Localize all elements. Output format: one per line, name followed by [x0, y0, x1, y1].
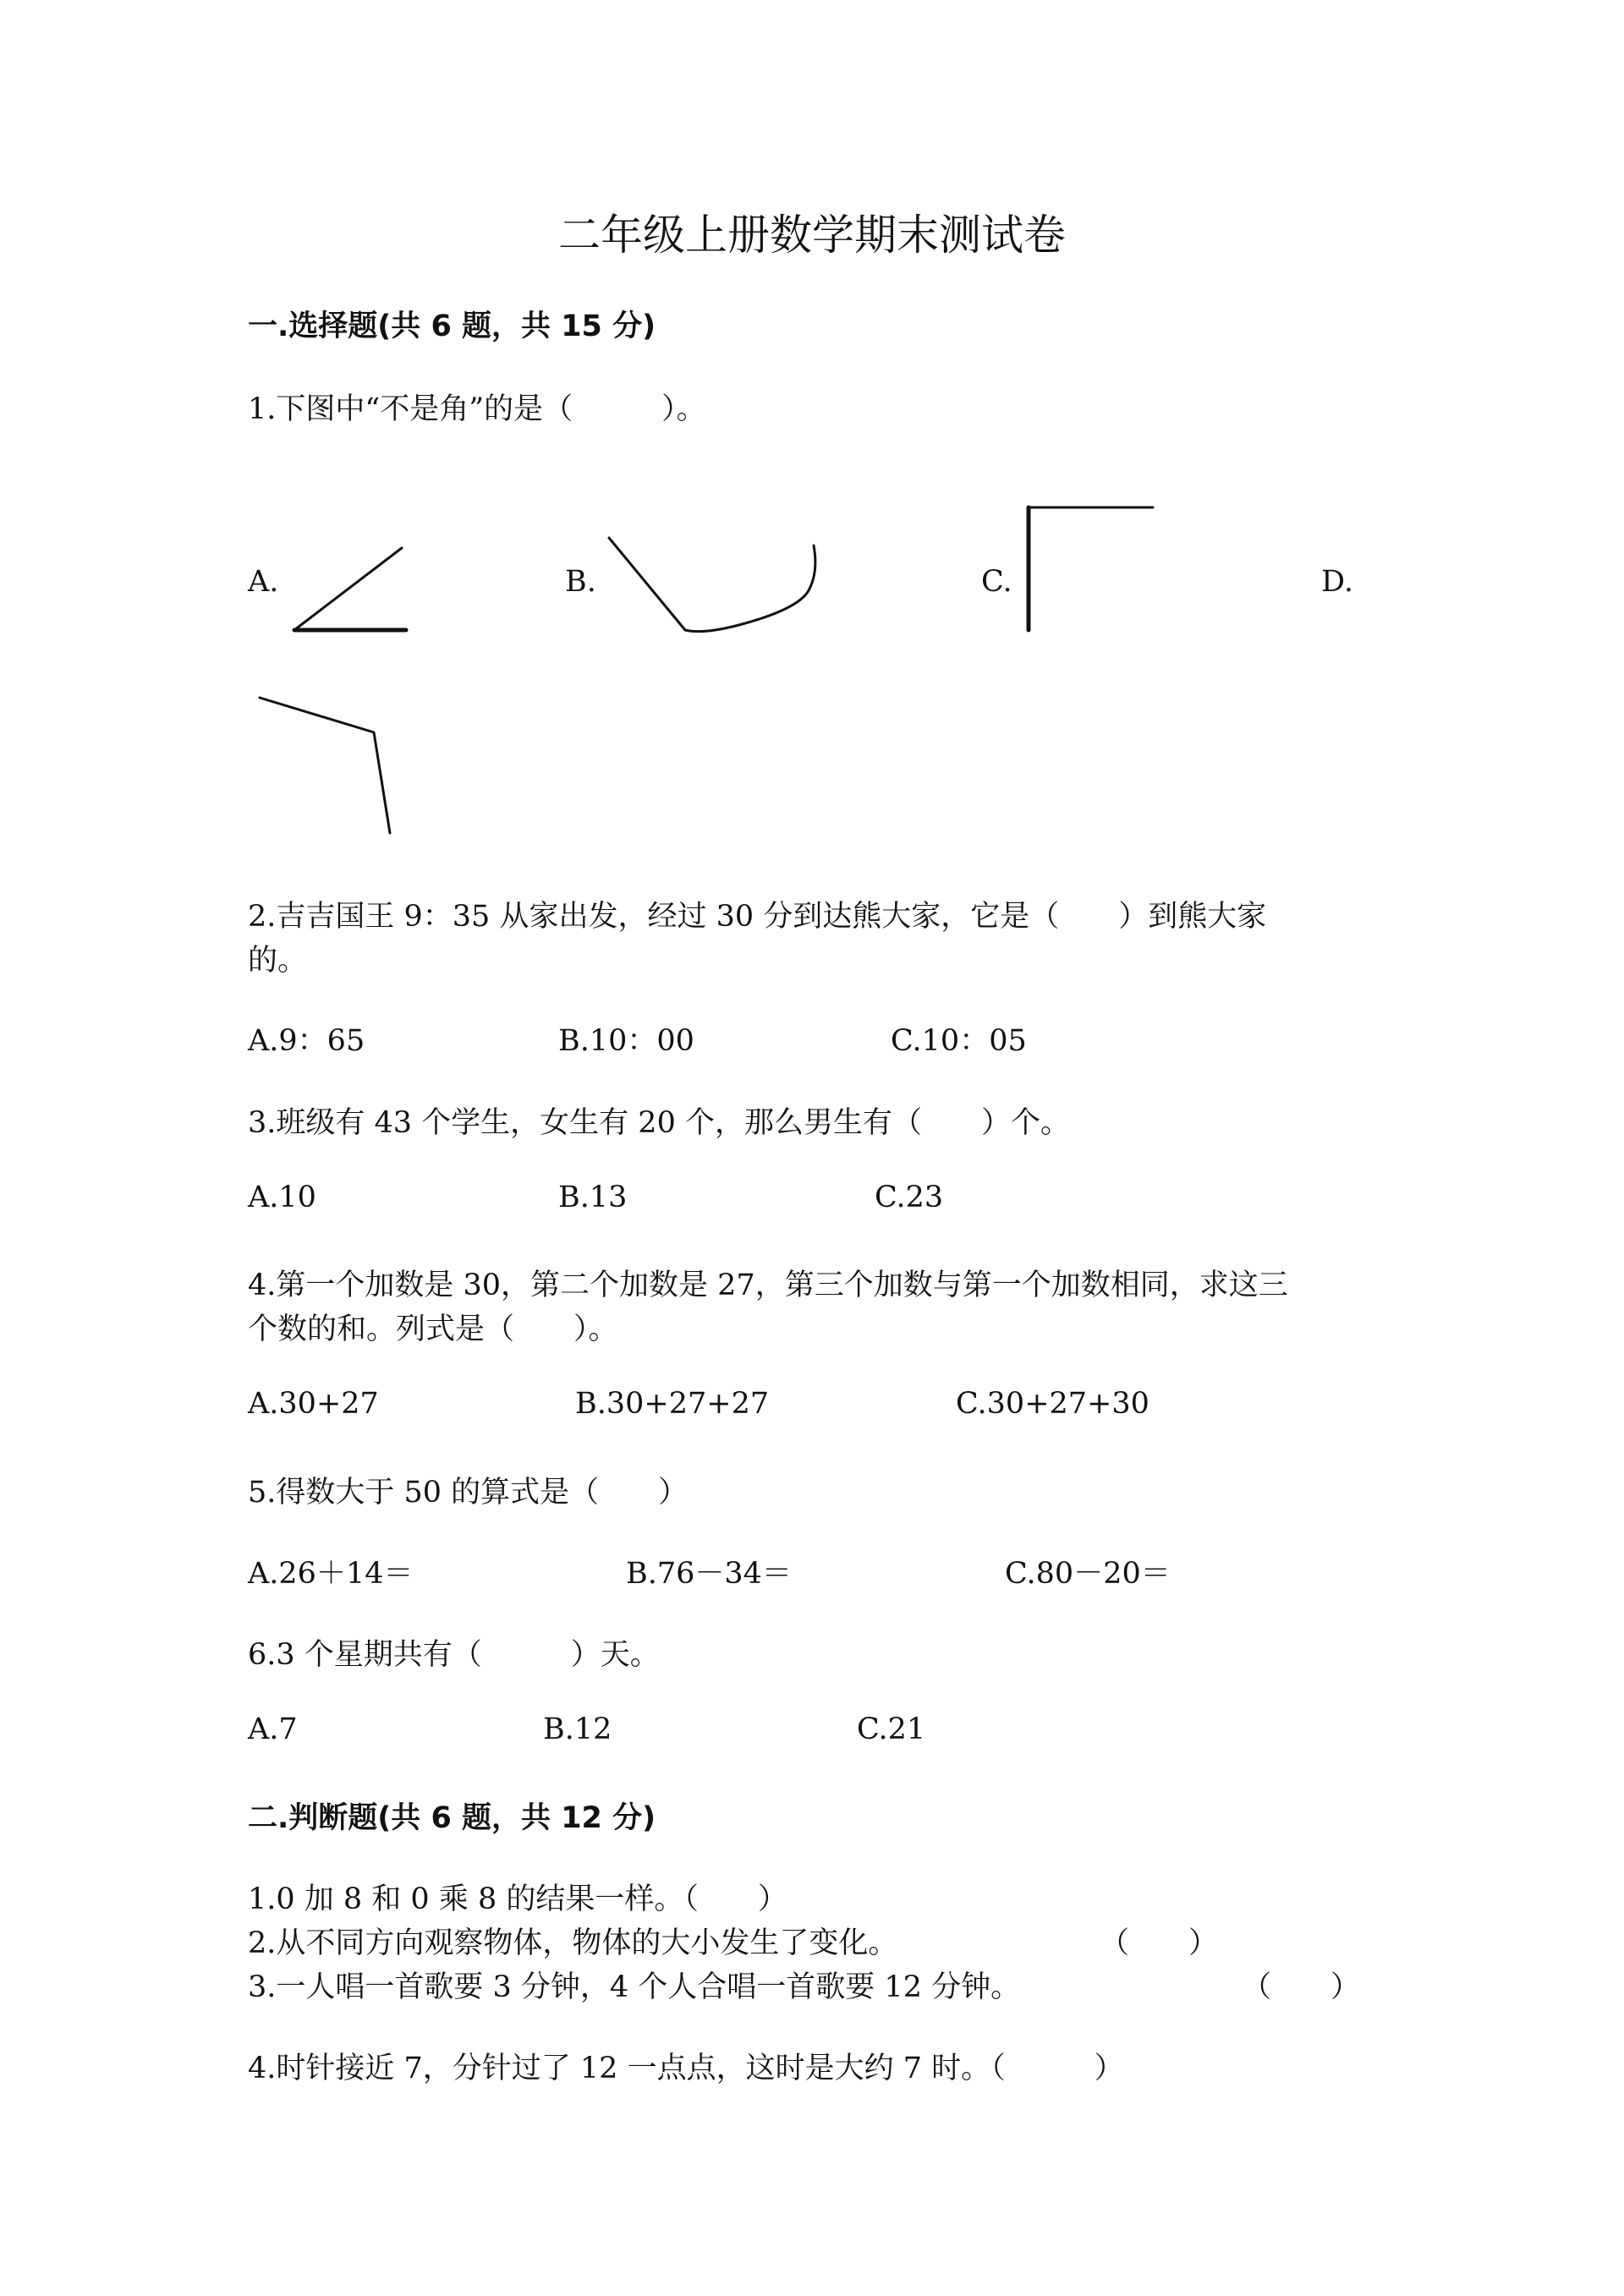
- question-6-stem: 6.3 个星期共有（ ）天。: [248, 1638, 660, 1672]
- q4-option-b: B.30+27+27: [575, 1387, 770, 1421]
- q5-option-a: A.26＋14＝: [248, 1557, 414, 1591]
- q4-option-a: A.30+27: [248, 1387, 379, 1421]
- q1-option-d: D.: [1321, 565, 1353, 599]
- question-2-stem-line2: 的。: [248, 944, 308, 978]
- page-title: 二年级上册数学期末测试卷: [558, 211, 1066, 260]
- q6-option-c: C.21: [857, 1712, 926, 1746]
- q1-option-c: C.: [981, 565, 1012, 599]
- judgement-item-4: 4.时针接近 7，分针过了 12 一点点，这时是大约 7 时。（ ）: [248, 2052, 1124, 2085]
- q2-option-c: C.10：05: [891, 1024, 1027, 1058]
- judgement-item-2-bracket: （ ）: [1100, 1926, 1219, 1960]
- q1-option-a: A.: [248, 565, 279, 599]
- section-heading-judgement: 二.判断题(共 6 题，共 12 分): [248, 1801, 656, 1835]
- q3-option-c: C.23: [875, 1181, 944, 1214]
- q6-option-b: B.12: [543, 1712, 612, 1746]
- q3-option-b: B.13: [558, 1181, 628, 1214]
- q2-option-b: B.10：00: [558, 1024, 694, 1058]
- question-2-stem-line1: 2.吉吉国王 9：35 从家出发，经过 30 分到达熊大家，它是（ ）到熊大家: [248, 900, 1267, 934]
- question-5-stem: 5.得数大于 50 的算式是（ ）: [248, 1476, 689, 1510]
- judgement-item-1: 1.0 加 8 和 0 乘 8 的结果一样。（ ）: [248, 1882, 787, 1916]
- q2-option-a: A.9：65: [248, 1024, 365, 1058]
- q3-option-a: A.10: [248, 1181, 316, 1214]
- figure-c-right-angle: [1029, 507, 1153, 630]
- q1-option-b: B.: [565, 565, 596, 599]
- judgement-item-3-bracket: （ ）: [1242, 1970, 1361, 2004]
- figure-b-curve: [609, 538, 815, 632]
- judgement-item-3: 3.一人唱一首歌要 3 分钟，4 个人合唱一首歌要 12 分钟。: [248, 1970, 1021, 2004]
- question-4-stem-line2: 个数的和。列式是（ ）。: [248, 1312, 618, 1346]
- question-3-stem: 3.班级有 43 个学生，女生有 20 个，那么男生有（ ）个。: [248, 1106, 1070, 1140]
- q4-option-c: C.30+27+30: [956, 1387, 1149, 1421]
- q6-option-a: A.7: [248, 1712, 298, 1746]
- q5-option-b: B.76－34＝: [626, 1557, 792, 1591]
- figure-a-angle: [294, 548, 406, 630]
- judgement-item-2: 2.从不同方向观察物体，物体的大小发生了变化。: [248, 1926, 898, 1960]
- question-4-stem-line1: 4.第一个加数是 30，第二个加数是 27，第三个加数与第一个加数相同，求这三: [248, 1269, 1288, 1302]
- question-1-stem: 1.下图中“不是角”的是（ ）。: [248, 392, 706, 426]
- q5-option-c: C.80－20＝: [1005, 1557, 1171, 1591]
- figure-d-angle: [260, 698, 390, 833]
- section-heading-choice: 一.选择题(共 6 题，共 15 分): [248, 310, 656, 343]
